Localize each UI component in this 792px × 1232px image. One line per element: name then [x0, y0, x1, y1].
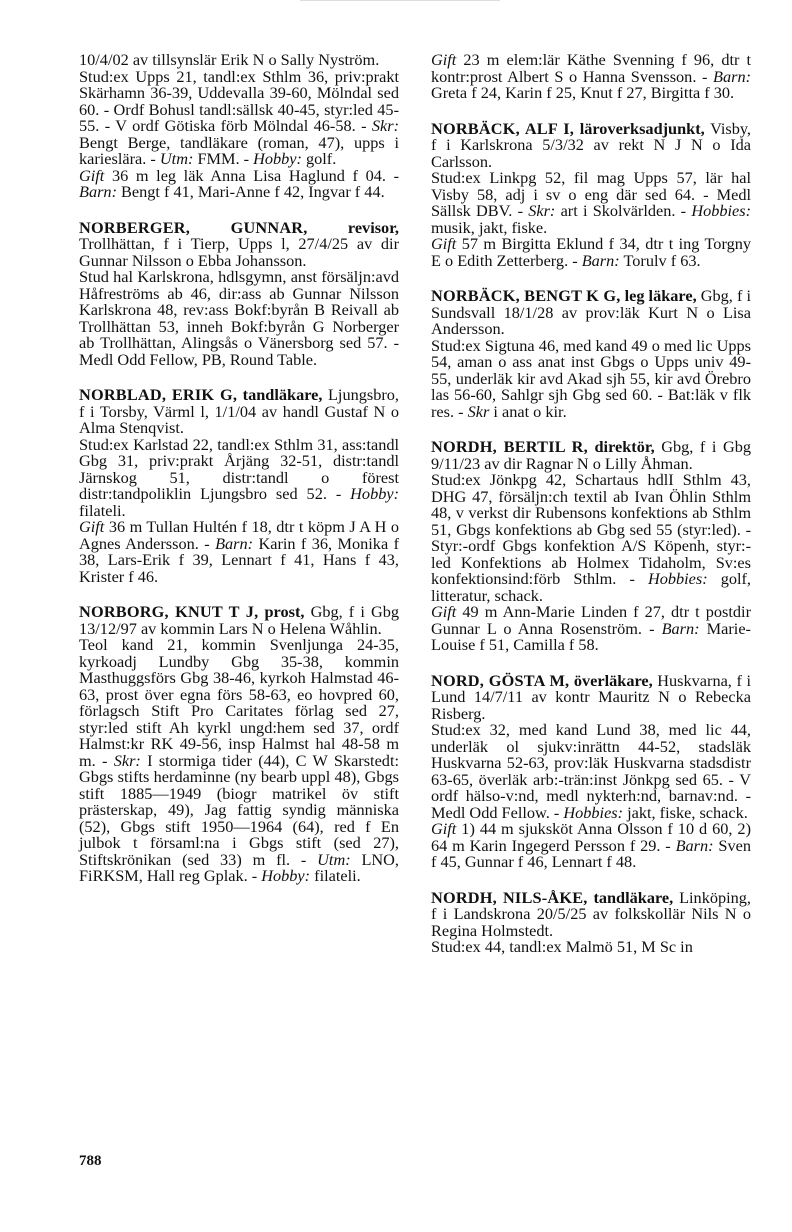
entry-paragraph	[431, 170, 751, 236]
left-column	[79, 52, 399, 904]
entry-text: Huskvarna, f i Lund 14/7/11 av kontr Mauritz N o Rebecka Risberg.	[431, 670, 751, 723]
entry-text: filateli.	[310, 866, 361, 885]
entry-name: NORBÄCK, BENGT K G,	[431, 286, 621, 305]
biography-entry	[431, 439, 751, 654]
entry-heading-paragraph	[431, 288, 751, 338]
entry-text: jakt, fiske, schack.	[623, 802, 748, 822]
entry-text: Stud hal Karlskrona, hdlsgymn, anst försäljn:avd Håfreströms ab 46, dir:ass ab Gunnar Nilsson Karlskrona 48, rev:ass Bokf:byrån B Reivall ab Trollhättan 53, inneh Bokf:byrån G Norberger ab Trollhättan, Alingsås o Vänersborg sed 57. - Medl Odd Fellow, PB, Round Table.	[79, 267, 399, 369]
entry-name: NORBLAD, ERIK G,	[79, 385, 238, 404]
entry-text: Stud:ex 44, tandl:ex Malmö 51, M Sc in	[431, 937, 693, 956]
field-label: Gift	[79, 165, 105, 185]
entry-text: Linköping, f i Landskrona 20/5/25 av folkskollär Nils N o Regina Holmstedt.	[431, 887, 751, 940]
entry-heading-paragraph	[431, 439, 751, 472]
entry-paragraph	[431, 472, 751, 604]
entry-text: Greta f 24, Karin f 25, Knut f 27, Birgitta f 30.	[431, 83, 735, 102]
scan-edge-line	[300, 0, 500, 1]
entry-text: 23 m elem:lär Käthe Svenning f 96, dtr t kontr:prost Albert S o Hanna Svensson. -	[431, 50, 751, 86]
field-label: Gift	[431, 50, 457, 69]
entry-paragraph	[431, 939, 751, 956]
entry-text: Gbg, f i Sundsvall 18/1/28 av prov:läk Kurt N o Lisa Andersson.	[431, 286, 751, 338]
field-label: Utm:	[317, 849, 351, 869]
entry-text: Trollhättan, f i Tierp, Upps l, 27/4/25 av dir Gunnar Nilsson o Ebba Johansson.	[79, 234, 399, 270]
entry-text: art i Skolvärlden. -	[555, 201, 692, 220]
entry-heading-paragraph	[79, 217, 399, 270]
entry-heading-paragraph	[431, 670, 751, 723]
entry-paragraph	[431, 335, 751, 421]
field-label: Barn:	[713, 66, 751, 86]
field-label: Gift	[79, 517, 105, 536]
field-label: Barn:	[581, 250, 620, 270]
entry-text: Visby, f i Karlskrona 5/3/32 av rekt N J N o Ida Carlsson.	[431, 118, 751, 171]
field-label: Skr:	[113, 750, 141, 770]
field-label: Skr:	[528, 201, 556, 220]
biography-entry	[431, 670, 751, 871]
biography-entry	[79, 604, 399, 885]
entry-text: 36 m Tullan Hultén f 18, dtr t köpm J A H o Agnes Andersson. -	[79, 517, 399, 553]
entry-paragraph	[431, 236, 751, 269]
field-label: Barn:	[79, 182, 117, 201]
field-label: Hobby:	[261, 866, 311, 885]
entry-heading-paragraph	[79, 604, 399, 637]
right-column	[431, 52, 751, 975]
biography-entry	[431, 118, 751, 270]
entry-title: läroverksadjunkt,	[579, 118, 705, 138]
entry-paragraph	[431, 604, 751, 654]
biography-entry	[79, 387, 399, 585]
entry-text: Stud:ex Karlstad 22, tandl:ex Sthlm 31, ass:tandl Gbg 31, priv:prakt Årjäng 32-51, distr:tandl Järnskog 51, distr:tandl o förest distr:tandpoliklin Ljungsbro sed 52. -	[79, 434, 399, 503]
entry-name: NORBORG, KNUT T J,	[79, 602, 259, 621]
page-number: 788	[79, 1153, 102, 1169]
field-label: Hobbies:	[647, 569, 708, 588]
field-label: Gift	[431, 819, 457, 838]
biography-entry	[431, 52, 751, 102]
entry-heading-paragraph	[79, 387, 399, 437]
biography-entry	[79, 52, 399, 201]
entry-text: filateli.	[79, 500, 126, 520]
entry-text: 57 m Birgitta Eklund f 34, dtr t ing Torgny E o Edith Zetterberg. -	[431, 234, 751, 270]
entry-text: 49 m Ann-Marie Linden f 27, dtr t postdir Gunnar L o Anna Rosenström. -	[431, 602, 751, 638]
entry-text: Karin f 36, Monika f 38, Lars-Erik f 39, Lennart f 41, Hans f 43, Krister f 46.	[79, 533, 400, 586]
entry-paragraph	[79, 519, 399, 585]
entry-text: FMM. -	[193, 149, 254, 168]
entry-paragraph	[79, 165, 399, 201]
entry-title: tandläkare,	[242, 385, 323, 404]
entry-text: Stud:ex Sigtuna 46, med kand 49 o med lic Upps 54, aman o ass anat inst Gbgs o Upps univ 49-55, underläk kir avd Akad sjh 55, kir avd Örebro las 56-60, Sahlgr sjh Gbg sed 60. - Bat:läk v flk res. -	[431, 335, 751, 421]
entry-text: Gbg, f i Gbg 9/11/23 av dir Ragnar N o Lilly Åhman.	[431, 437, 752, 473]
entry-text: Stud:ex Jönkpg 42, Schartaus hdlI Sthlm 43, DHG 47, försäljn:ch textil ab Ivan Öhlin Sthlm 48, v verkst dir Rubensons konfektions ab Sthlm 51, Gbgs konfektions ab Gbg sed 55 (styr:led). - Styr:-ordf Gbgs konfektion A/S Köpenh, styr:-led Konfektions ab Holmex Tidaholm, Sv:es konfektionsind:förb Sthlm. -	[431, 470, 751, 588]
biography-entry	[79, 217, 399, 369]
field-label: Barn:	[661, 618, 700, 638]
field-label: Hobbies:	[691, 201, 751, 220]
field-label: Gift	[431, 234, 457, 253]
entry-text: 10/4/02 av tillsynslär Erik N o Sally Nyström.	[79, 50, 380, 69]
field-label: Barn:	[675, 835, 714, 855]
entry-title: överläkare,	[573, 670, 653, 690]
entry-text: Sven f 45, Gunnar f 46, Lennart f 48.	[431, 835, 751, 871]
entry-text: LNO, FiRKSM, Hall reg Gplak. -	[79, 849, 400, 885]
entry-text: musik, jakt, fiske.	[431, 217, 548, 237]
entry-name: NORBÄCK, ALF I,	[431, 118, 575, 138]
entry-text: Stud:ex 32, med kand Lund 38, med lic 44, underläk ol sjukv:inrättn 44-52, stadsläk Huskvarna 52-63, prov:läk Huskvarna stadsdistr 63-65, överläk arb:-trän:inst Jönkpg sed 65. - V ordf hälso-v:nd, medl nykterh:nd, barnav:nd. - Medl Odd Fellow. -	[431, 720, 751, 822]
entry-text: golf, litteratur, schack.	[431, 569, 751, 605]
entry-text: golf.	[301, 149, 337, 168]
entry-name: NORBERGER, GUNNAR,	[79, 217, 308, 237]
entry-title: tandläkare,	[593, 887, 674, 907]
entry-text: 36 m leg läk Anna Lisa Haglund f 04. -	[104, 165, 399, 185]
entry-paragraph	[431, 52, 751, 102]
entry-text: Gbg, f i Gbg 13/12/97 av kommin Lars N o Helena Wåhlin.	[79, 602, 400, 638]
biography-entry	[431, 887, 751, 956]
entry-title: direktör,	[594, 437, 655, 456]
entry-text: Torulv f 63.	[619, 250, 701, 270]
entry-title: leg läkare,	[624, 286, 697, 305]
field-label: Hobby:	[253, 149, 302, 168]
field-label: Hobby:	[350, 484, 399, 503]
field-label: Barn:	[215, 533, 254, 553]
entry-paragraph	[431, 821, 751, 871]
field-label: Hobbies:	[563, 802, 624, 822]
entry-text: Bengt Berge, tandläkare (roman, 47), upps i karieslära. -	[79, 132, 399, 168]
entry-name: NORD, GÖSTA M,	[431, 670, 570, 690]
entry-heading-paragraph	[431, 118, 751, 171]
entry-paragraph	[79, 269, 399, 368]
entry-text: Stud:ex Linkpg 52, fil mag Upps 57, lär hal Visby 58, adj i sv o eng där sed 64. - Medl Sällsk DBV. -	[431, 168, 751, 220]
field-label: Gift	[431, 602, 457, 621]
entry-text: Stud:ex Upps 21, tandl:ex Sthlm 36, priv:prakt Skärhamn 36-39, Uddevalla 39-60, Mölndal sed 60. - Ordf Bohusl tandl:sällsk 40-45, styr:led 45-55. - V ordf Götiska förb Mölndal 46-58. -	[79, 66, 399, 135]
entry-paragraph	[79, 66, 399, 168]
biography-entry	[431, 288, 751, 420]
entry-text: Ljungsbro, f i Torsby, Värml l, 1/1/04 av handl Gustaf N o Alma Stenqvist.	[79, 385, 399, 437]
entry-text: i anat o kir.	[489, 401, 567, 421]
field-label: Skr:	[371, 116, 399, 135]
entry-text: 1) 44 m sjuksköt Anna Olsson f 10 d 60, 2) 64 m Karin Ingegerd Persson f 29. -	[431, 819, 751, 855]
entry-paragraph	[431, 722, 751, 821]
entry-name: NORDH, BERTIL R,	[431, 437, 588, 456]
field-label: Skr	[467, 401, 490, 421]
entry-text: Teol kand 21, kommin Svenljunga 24-35, kyrkoadj Lundby Gbg 35-38, kommin Masthuggsförs Gbg 38-46, kyrkoh Halmstad 46-63, prost över egna förs 58-63, eo hovpred 60, förlagsch Stift Pro Caritates förlag sed 27, styr:led stift Ah kyrkl ungd:hem sed 37, ordf Halmst:kr RK 49-56, insp Halmst hal 48-58 m m. -	[79, 635, 399, 770]
field-label: Utm:	[159, 149, 194, 168]
entry-text: Marie-Louise f 51, Camilla f 58.	[431, 618, 751, 654]
entry-title: revisor,	[347, 217, 399, 237]
entry-paragraph	[79, 637, 399, 885]
entry-text: Bengt f 41, Mari-Anne f 42, Ingvar f 44.	[116, 182, 385, 201]
entry-title: prost,	[264, 602, 305, 621]
entry-heading-paragraph	[431, 887, 751, 940]
entry-text: I stormiga tider (44), C W Skarstedt: Gbgs stifts herdaminne (ny bearb uppl 48), Gbgs stift 1885—1949 (biogr matrikel öv stift prästerskap, 49), Jag fattig syndig människa (52), Gbgs stift 1950—1964 (64), red f En julbok t församl:na i Gbgs stift (sed 27), Stiftskrönikan (sed 33) m fl. -	[79, 750, 399, 869]
entry-name: NORDH, NILS-ÅKE,	[431, 887, 588, 907]
entry-paragraph	[79, 434, 399, 520]
